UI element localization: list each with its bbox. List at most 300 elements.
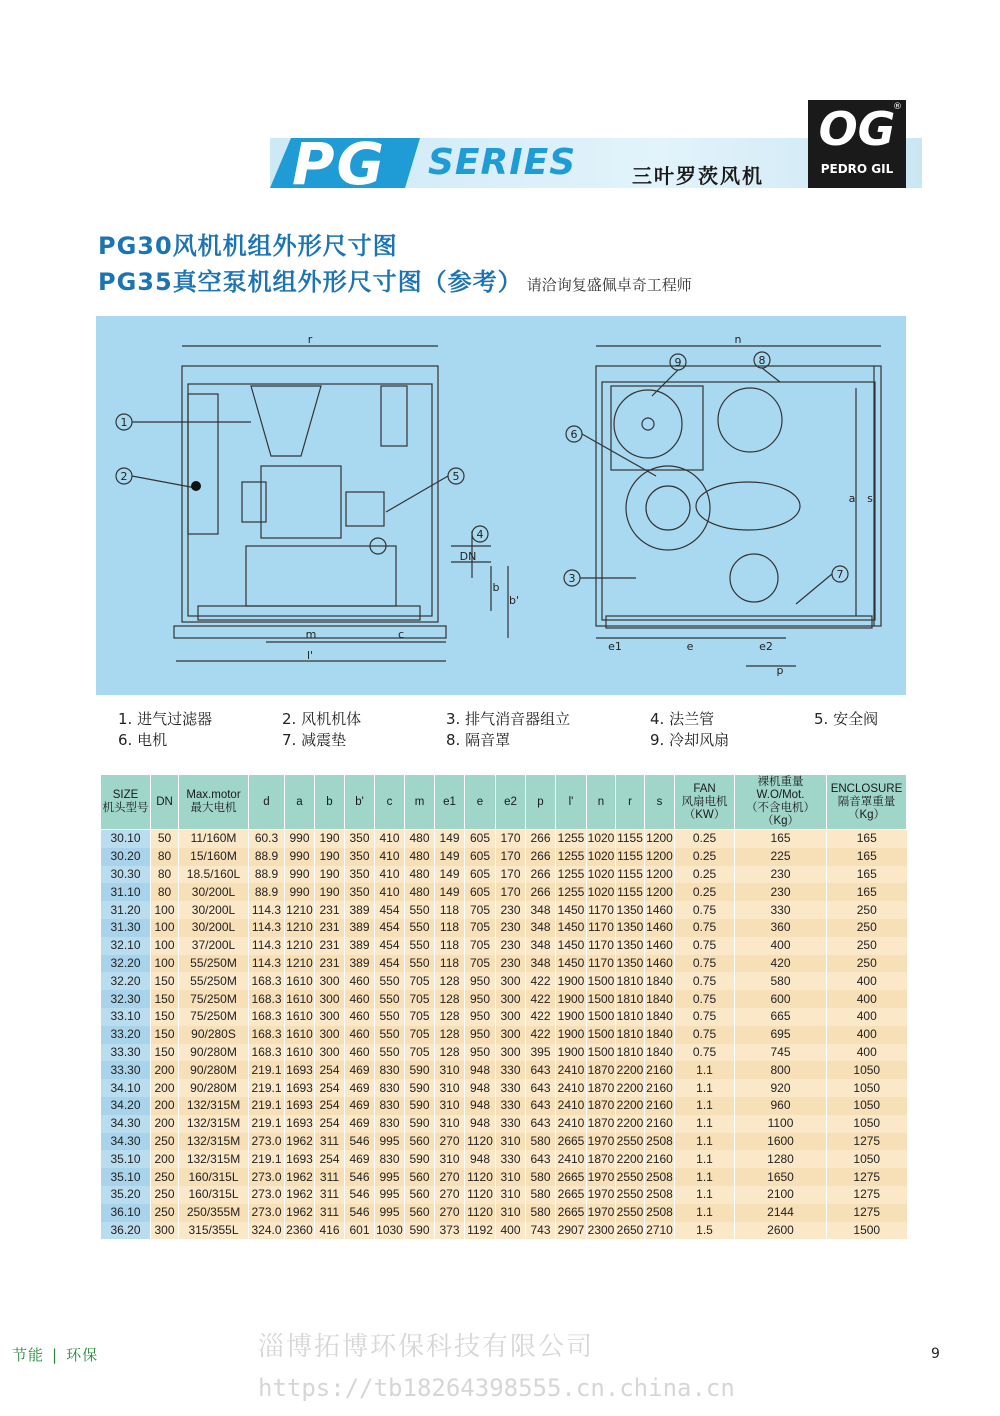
table-cell: 1460 <box>645 937 675 955</box>
table-cell: 200 <box>151 1115 179 1133</box>
table-cell: 170 <box>496 848 526 866</box>
table-cell: 190 <box>315 848 345 866</box>
table-cell: 550 <box>405 901 435 919</box>
table-cell: 100 <box>151 901 179 919</box>
dim-label-p: p <box>776 664 784 677</box>
table-cell: 422 <box>526 1008 556 1026</box>
table-cell: 410 <box>375 883 405 901</box>
size-cell: 36.10 <box>101 1204 151 1222</box>
header-line: m <box>414 795 425 808</box>
table-cell: 1020 <box>587 830 616 848</box>
table-cell: 1020 <box>587 848 616 866</box>
table-cell: 1255 <box>556 848 587 866</box>
table-cell: 330 <box>496 1150 526 1168</box>
table-cell: 250 <box>827 901 907 919</box>
left-side-panel <box>188 394 218 534</box>
table-header-cell <box>405 775 435 830</box>
table-cell: 1693 <box>285 1150 315 1168</box>
page-number: 9 <box>931 1346 940 1362</box>
table-cell: 18.5/160L <box>179 866 249 884</box>
table-cell: 1610 <box>285 1008 315 1026</box>
table-cell: 230 <box>496 901 526 919</box>
table-cell: 0.75 <box>675 901 735 919</box>
table-cell: 118 <box>435 919 465 937</box>
table-cell: 1275 <box>827 1204 907 1222</box>
table-cell: 0.75 <box>675 1044 735 1062</box>
table-cell: 300 <box>496 1026 526 1044</box>
dimension-drawing-svg <box>96 316 906 695</box>
header-line: n <box>597 795 605 808</box>
table-cell: 190 <box>315 866 345 884</box>
table-cell: 580 <box>526 1168 556 1186</box>
table-cell: 150 <box>151 990 179 1008</box>
legend-item: 7. 减震垫 <box>282 731 347 749</box>
table-cell: 705 <box>405 972 435 990</box>
table-cell: 165 <box>827 830 907 848</box>
table-cell: 170 <box>496 830 526 848</box>
dim-label-l-prime: l' <box>306 649 314 662</box>
table-cell: 1600 <box>735 1133 827 1151</box>
table-cell: 580 <box>526 1133 556 1151</box>
table-cell: 1.1 <box>675 1150 735 1168</box>
callout-4-label: 4 <box>476 528 484 541</box>
table-cell: 1155 <box>616 830 645 848</box>
table-header-cell <box>735 775 827 830</box>
table-cell: 1170 <box>587 901 616 919</box>
table-header-cell <box>435 775 465 830</box>
right-silencer <box>730 554 778 602</box>
legend-item: 4. 法兰管 <box>650 710 715 728</box>
table-cell: 2550 <box>616 1133 645 1151</box>
table-cell: 90/280M <box>179 1079 249 1097</box>
table-cell: 1275 <box>827 1133 907 1151</box>
dim-label-dn: DN <box>459 550 477 563</box>
size-cell: 35.20 <box>101 1186 151 1204</box>
table-cell: 270 <box>435 1168 465 1186</box>
table-header-cell <box>465 775 496 830</box>
table-cell: 2144 <box>735 1204 827 1222</box>
table-cell: 1155 <box>616 866 645 884</box>
table-cell: 160/315L <box>179 1168 249 1186</box>
table-cell: 1350 <box>616 901 645 919</box>
header-line: 最大电机 <box>190 802 237 814</box>
table-cell: 80 <box>151 883 179 901</box>
table-cell: 2650 <box>616 1222 645 1240</box>
table-cell: 1900 <box>556 972 587 990</box>
callout-5-leader <box>386 476 448 512</box>
table-cell: 950 <box>465 972 496 990</box>
table-cell: 1870 <box>587 1115 616 1133</box>
table-cell: 705 <box>465 901 496 919</box>
header-line: a <box>296 795 303 808</box>
table-cell: 90/280M <box>179 1044 249 1062</box>
table-cell: 266 <box>526 848 556 866</box>
table-cell: 330 <box>735 901 827 919</box>
table-cell: 546 <box>345 1168 375 1186</box>
table-cell: 460 <box>345 1044 375 1062</box>
logo-registered: ® <box>893 102 902 112</box>
company-watermark: 淄博拓博环保科技有限公司 <box>258 1332 595 1362</box>
table-cell: 132/315M <box>179 1133 249 1151</box>
table-row <box>101 883 907 901</box>
left-silencer-top <box>381 386 407 446</box>
banner-pg-text: PG <box>292 130 387 198</box>
left-pulley <box>242 482 266 522</box>
table-cell: 80 <box>151 848 179 866</box>
table-cell: 266 <box>526 830 556 848</box>
table-cell: 1840 <box>645 1008 675 1026</box>
table-cell: 1200 <box>645 866 675 884</box>
table-header-cell <box>496 775 526 830</box>
table-cell: 1810 <box>616 1008 645 1026</box>
table-cell: 300 <box>496 1044 526 1062</box>
table-header-cell <box>151 775 179 830</box>
table-cell: 348 <box>526 937 556 955</box>
header-line: d <box>263 795 270 808</box>
table-cell: 1155 <box>616 848 645 866</box>
table-cell: 410 <box>375 866 405 884</box>
table-cell: 546 <box>345 1133 375 1151</box>
table-header-cell <box>315 775 345 830</box>
dim-label-c: c <box>397 628 405 641</box>
table-cell: 550 <box>405 919 435 937</box>
right-blower-top <box>718 388 782 452</box>
table-cell: 11/160M <box>179 830 249 848</box>
table-cell: 1350 <box>616 937 645 955</box>
table-cell: 1900 <box>556 1044 587 1062</box>
table-cell: 1810 <box>616 1044 645 1062</box>
table-cell: 165 <box>827 883 907 901</box>
table-cell: 546 <box>345 1186 375 1204</box>
table-cell: 1500 <box>827 1222 907 1240</box>
table-row <box>101 848 907 866</box>
table-cell: 100 <box>151 919 179 937</box>
table-cell: 1210 <box>285 919 315 937</box>
table-cell: 231 <box>315 955 345 973</box>
table-cell: 0.75 <box>675 1008 735 1026</box>
table-cell: 254 <box>315 1061 345 1079</box>
table-cell: 300 <box>496 990 526 1008</box>
table-cell: 250 <box>827 937 907 955</box>
table-cell: 460 <box>345 990 375 1008</box>
table-cell: 270 <box>435 1133 465 1151</box>
table-row <box>101 1008 907 1026</box>
table-cell: 190 <box>315 883 345 901</box>
table-row <box>101 1133 907 1151</box>
table-cell: 300 <box>315 1026 345 1044</box>
header-line: 机头型号 <box>102 802 149 814</box>
table-cell: 1693 <box>285 1061 315 1079</box>
dim-label-m: m <box>305 628 317 641</box>
legend-item: 3. 排气消音器组立 <box>446 710 571 728</box>
table-cell: 705 <box>465 937 496 955</box>
table-cell: 114.3 <box>249 955 285 973</box>
legend-item: 9. 冷却风扇 <box>650 731 730 749</box>
size-cell: 34.20 <box>101 1097 151 1115</box>
table-cell: 132/315M <box>179 1097 249 1115</box>
callout-8-leader <box>762 368 780 382</box>
table-cell: 1450 <box>556 919 587 937</box>
logo-name: PEDRO GIL <box>820 162 894 176</box>
table-cell: 225 <box>735 848 827 866</box>
table-cell: 1962 <box>285 1204 315 1222</box>
title-note: 请洽询复盛佩卓奇工程师 <box>526 276 692 294</box>
table-cell: 310 <box>435 1061 465 1079</box>
table-cell: 300 <box>151 1222 179 1240</box>
table-cell: 2410 <box>556 1079 587 1097</box>
table-cell: 2100 <box>735 1186 827 1204</box>
header-line: e2 <box>504 795 517 808</box>
header-line: 风扇电机 <box>681 795 728 808</box>
table-cell: 30/200L <box>179 901 249 919</box>
table-cell: 0.25 <box>675 848 735 866</box>
table-cell: 995 <box>375 1133 405 1151</box>
table-cell: 1350 <box>616 919 645 937</box>
table-cell: 310 <box>496 1168 526 1186</box>
table-cell: 1870 <box>587 1150 616 1168</box>
table-cell: 1.1 <box>675 1168 735 1186</box>
right-enclosure-inner <box>602 382 875 620</box>
table-cell: 230 <box>735 866 827 884</box>
size-cell: 30.20 <box>101 848 151 866</box>
table-header-row <box>101 775 907 830</box>
callout-2-label: 2 <box>120 470 128 483</box>
table-cell: 1970 <box>587 1186 616 1204</box>
table-cell: 550 <box>405 955 435 973</box>
left-base <box>198 606 420 620</box>
table-cell: 150 <box>151 1044 179 1062</box>
table-cell: 0.75 <box>675 990 735 1008</box>
header-line: l' <box>568 795 574 808</box>
table-cell: 830 <box>375 1150 405 1168</box>
table-cell: 250 <box>151 1186 179 1204</box>
dim-label-b: b <box>492 581 500 594</box>
table-cell: 1450 <box>556 937 587 955</box>
size-cell: 30.10 <box>101 830 151 848</box>
size-cell: 34.10 <box>101 1079 151 1097</box>
table-cell: 550 <box>375 990 405 1008</box>
table-cell: 590 <box>405 1150 435 1168</box>
table-cell: 400 <box>827 972 907 990</box>
table-cell: 230 <box>496 955 526 973</box>
table-cell: 1170 <box>587 937 616 955</box>
table-cell: 605 <box>465 883 496 901</box>
table-cell: 2508 <box>645 1133 675 1151</box>
dim-label-e2: e2 <box>759 640 773 653</box>
table-cell: 1275 <box>827 1186 907 1204</box>
table-cell: 1810 <box>616 972 645 990</box>
table-cell: 1100 <box>735 1115 827 1133</box>
table-cell: 1200 <box>645 830 675 848</box>
table-cell: 2410 <box>556 1150 587 1168</box>
table-cell: 2200 <box>616 1079 645 1097</box>
table-cell: 2550 <box>616 1186 645 1204</box>
table-cell: 132/315M <box>179 1150 249 1168</box>
table-cell: 948 <box>465 1115 496 1133</box>
table-cell: 990 <box>285 883 315 901</box>
table-row <box>101 919 907 937</box>
table-cell: 1450 <box>556 955 587 973</box>
table-cell: 1255 <box>556 830 587 848</box>
table-cell: 2665 <box>556 1204 587 1222</box>
table-cell: 643 <box>526 1115 556 1133</box>
legend-item: 2. 风机机体 <box>282 710 362 728</box>
table-cell: 37/200L <box>179 937 249 955</box>
table-cell: 830 <box>375 1097 405 1115</box>
table-cell: 2508 <box>645 1204 675 1222</box>
size-cell: 36.20 <box>101 1222 151 1240</box>
table-cell: 168.3 <box>249 1026 285 1044</box>
url-watermark: https://tb18264398555.cn.china.cn <box>258 1374 735 1402</box>
table-cell: 1200 <box>645 883 675 901</box>
table-cell: 1275 <box>827 1168 907 1186</box>
table-cell: 400 <box>827 1008 907 1026</box>
table-cell: 605 <box>465 866 496 884</box>
table-cell: 330 <box>496 1061 526 1079</box>
table-cell: 190 <box>315 830 345 848</box>
table-cell: 300 <box>496 972 526 990</box>
table-cell: 266 <box>526 883 556 901</box>
table-cell: 1970 <box>587 1204 616 1222</box>
table-header-cell <box>827 775 907 830</box>
table-cell: 90/280M <box>179 1061 249 1079</box>
table-cell: 128 <box>435 1044 465 1062</box>
table-cell: 250 <box>827 955 907 973</box>
table-cell: 2200 <box>616 1097 645 1115</box>
table-cell: 990 <box>285 866 315 884</box>
dim-label-b-prime: b' <box>508 594 520 607</box>
table-cell: 310 <box>435 1150 465 1168</box>
table-cell: 254 <box>315 1150 345 1168</box>
table-cell: 200 <box>151 1061 179 1079</box>
size-cell: 31.20 <box>101 901 151 919</box>
table-cell: 128 <box>435 990 465 1008</box>
header-line: b' <box>355 795 364 808</box>
table-cell: 830 <box>375 1061 405 1079</box>
table-cell: 1255 <box>556 866 587 884</box>
size-cell: 34.30 <box>101 1115 151 1133</box>
table-cell: 469 <box>345 1079 375 1097</box>
table-header-cell <box>675 775 735 830</box>
table-cell: 200 <box>151 1097 179 1115</box>
pedro-gil-logo <box>808 100 906 188</box>
table-cell: 454 <box>375 955 405 973</box>
table-cell: 590 <box>405 1115 435 1133</box>
table-cell: 55/250M <box>179 972 249 990</box>
table-cell: 350 <box>345 883 375 901</box>
table-cell: 2600 <box>735 1222 827 1240</box>
size-cell: 31.10 <box>101 883 151 901</box>
table-cell: 273.0 <box>249 1133 285 1151</box>
table-cell: 948 <box>465 1097 496 1115</box>
callout-7-label: 7 <box>836 568 844 581</box>
callout-2-leader <box>132 476 196 488</box>
size-cell: 32.10 <box>101 937 151 955</box>
table-cell: 2665 <box>556 1186 587 1204</box>
table-header-cell <box>587 775 616 830</box>
header-line: s <box>656 795 663 808</box>
table-cell: 1962 <box>285 1168 315 1186</box>
left-enclosure-outline <box>182 366 438 622</box>
table-cell: 1210 <box>285 901 315 919</box>
table-cell: 1.1 <box>675 1097 735 1115</box>
table-cell: 454 <box>375 901 405 919</box>
table-cell: 150 <box>151 972 179 990</box>
table-cell: 550 <box>375 1008 405 1026</box>
table-cell: 695 <box>735 1026 827 1044</box>
table-cell: 2160 <box>645 1061 675 1079</box>
left-enclosure-inner <box>188 384 432 616</box>
table-row <box>101 990 907 1008</box>
table-cell: 360 <box>735 919 827 937</box>
table-cell: 266 <box>526 866 556 884</box>
size-cell: 32.30 <box>101 990 151 1008</box>
table-cell: 2550 <box>616 1168 645 1186</box>
table-cell: 389 <box>345 937 375 955</box>
table-cell: 1810 <box>616 1026 645 1044</box>
table-cell: 590 <box>405 1097 435 1115</box>
table-cell: 128 <box>435 1026 465 1044</box>
legend-item: 6. 电机 <box>118 731 168 749</box>
legend-item: 8. 隔音罩 <box>446 731 511 749</box>
size-cell: 35.10 <box>101 1168 151 1186</box>
table-cell: 1870 <box>587 1097 616 1115</box>
table-cell: 410 <box>375 830 405 848</box>
table-cell: 1870 <box>587 1061 616 1079</box>
table-cell: 330 <box>496 1097 526 1115</box>
table-cell: 580 <box>735 972 827 990</box>
table-cell: 1050 <box>827 1061 907 1079</box>
table-cell: 395 <box>526 1044 556 1062</box>
table-cell: 643 <box>526 1079 556 1097</box>
table-cell: 300 <box>315 1008 345 1026</box>
table-cell: 330 <box>496 1079 526 1097</box>
table-header-cell <box>616 775 645 830</box>
banner-series-text: SERIES <box>428 142 577 183</box>
callout-9-label: 9 <box>674 356 682 369</box>
table-cell: 219.1 <box>249 1097 285 1115</box>
header-line: SIZE <box>112 789 139 801</box>
table-cell: 2300 <box>587 1222 616 1240</box>
table-cell: 0.75 <box>675 919 735 937</box>
size-cell: 33.30 <box>101 1061 151 1079</box>
table-cell: 1840 <box>645 990 675 1008</box>
size-cell: 33.20 <box>101 1026 151 1044</box>
table-cell: 1255 <box>556 883 587 901</box>
table-cell: 60.3 <box>249 830 285 848</box>
table-cell: 605 <box>465 848 496 866</box>
table-cell: 170 <box>496 883 526 901</box>
table-cell: 1460 <box>645 955 675 973</box>
table-cell: 960 <box>735 1097 827 1115</box>
table-cell: 469 <box>345 1061 375 1079</box>
footer-eco: 环保 <box>66 1346 99 1364</box>
table-cell: 590 <box>405 1222 435 1240</box>
table-cell: 590 <box>405 1061 435 1079</box>
dim-label-a: a <box>848 492 856 505</box>
table-cell: 1050 <box>827 1097 907 1115</box>
table-cell: 2160 <box>645 1079 675 1097</box>
table-cell: 743 <box>526 1222 556 1240</box>
table-cell: 1.1 <box>675 1204 735 1222</box>
page-title-pg30: PG30风机机组外形尺寸图 <box>98 232 398 260</box>
table-cell: 550 <box>375 1026 405 1044</box>
table-cell: 416 <box>315 1222 345 1240</box>
table-row <box>101 830 907 848</box>
table-cell: 273.0 <box>249 1168 285 1186</box>
table-cell: 948 <box>465 1061 496 1079</box>
table-cell: 310 <box>435 1097 465 1115</box>
